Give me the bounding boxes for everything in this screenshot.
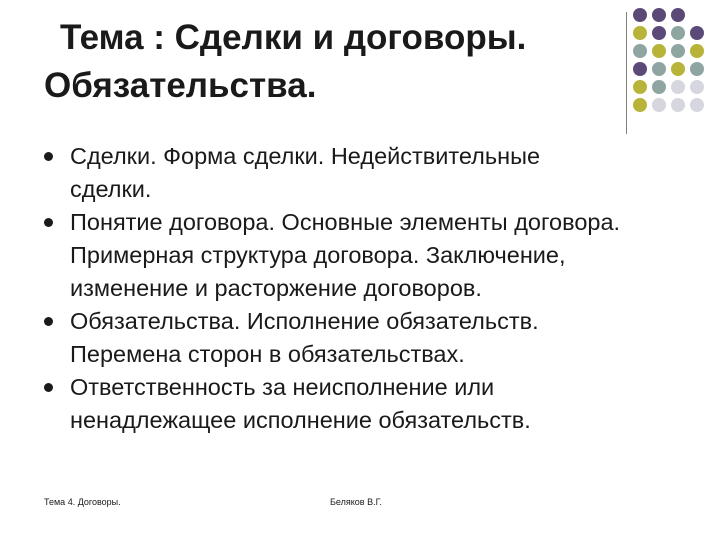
decorative-dot-grid <box>633 8 704 112</box>
slide-title <box>44 14 614 110</box>
bullet-icon <box>44 317 53 326</box>
footer-topic: Тема 4. Договоры. <box>44 497 121 507</box>
decorative-dot <box>671 26 685 40</box>
bullet-line: ненадлежащее исполнение обязательств. <box>70 407 531 433</box>
bullet-line: Ответственность за неисполнение или <box>70 374 495 400</box>
decorative-dot <box>690 62 704 76</box>
footer-author: Беляков В.Г. <box>330 497 382 507</box>
decorative-dot <box>652 8 666 22</box>
decorative-dot <box>671 80 685 94</box>
bullet-line: Сделки. Форма сделки. Недействительные <box>70 143 541 169</box>
decorative-dot <box>652 80 666 94</box>
decorative-dot <box>671 8 685 22</box>
decorative-dot <box>652 62 666 76</box>
bullet-item <box>44 140 694 206</box>
decorative-dot <box>652 44 666 58</box>
decorative-dot <box>690 98 704 112</box>
decorative-dot <box>633 98 647 112</box>
decorative-dot <box>671 44 685 58</box>
decorative-dot <box>633 44 647 58</box>
bullet-item <box>44 305 694 371</box>
decorative-dot <box>633 8 647 22</box>
decorative-dot <box>633 80 647 94</box>
decorative-dot <box>652 98 666 112</box>
bullet-item <box>44 371 694 437</box>
title-line-1: Тема : Сделки и договоры. <box>60 18 527 57</box>
decorative-dot <box>690 80 704 94</box>
decorative-dot <box>652 26 666 40</box>
decorative-dot <box>690 26 704 40</box>
bullet-line: сделки. <box>70 176 152 202</box>
decorative-dot <box>671 62 685 76</box>
bullet-icon <box>44 152 53 161</box>
bullet-line: Перемена сторон в обязательствах. <box>70 341 465 367</box>
decorative-dot <box>690 44 704 58</box>
title-line-2: Обязательства. <box>44 66 317 105</box>
title-divider <box>626 12 627 134</box>
decorative-dot <box>633 62 647 76</box>
bullet-line: Понятие договора. Основные элементы договора. <box>70 209 621 235</box>
bullet-item <box>44 206 694 305</box>
bullet-line: Обязательства. Исполнение обязательств. <box>70 308 539 334</box>
decorative-dot <box>671 98 685 112</box>
bullet-icon <box>44 218 53 227</box>
dot-spacer <box>690 8 704 22</box>
bullet-icon <box>44 383 53 392</box>
decorative-dot <box>633 26 647 40</box>
bullet-line: Примерная структура договора. Заключение, <box>70 242 566 268</box>
bullet-list <box>44 140 694 437</box>
bullet-line: изменение и расторжение договоров. <box>70 275 482 301</box>
